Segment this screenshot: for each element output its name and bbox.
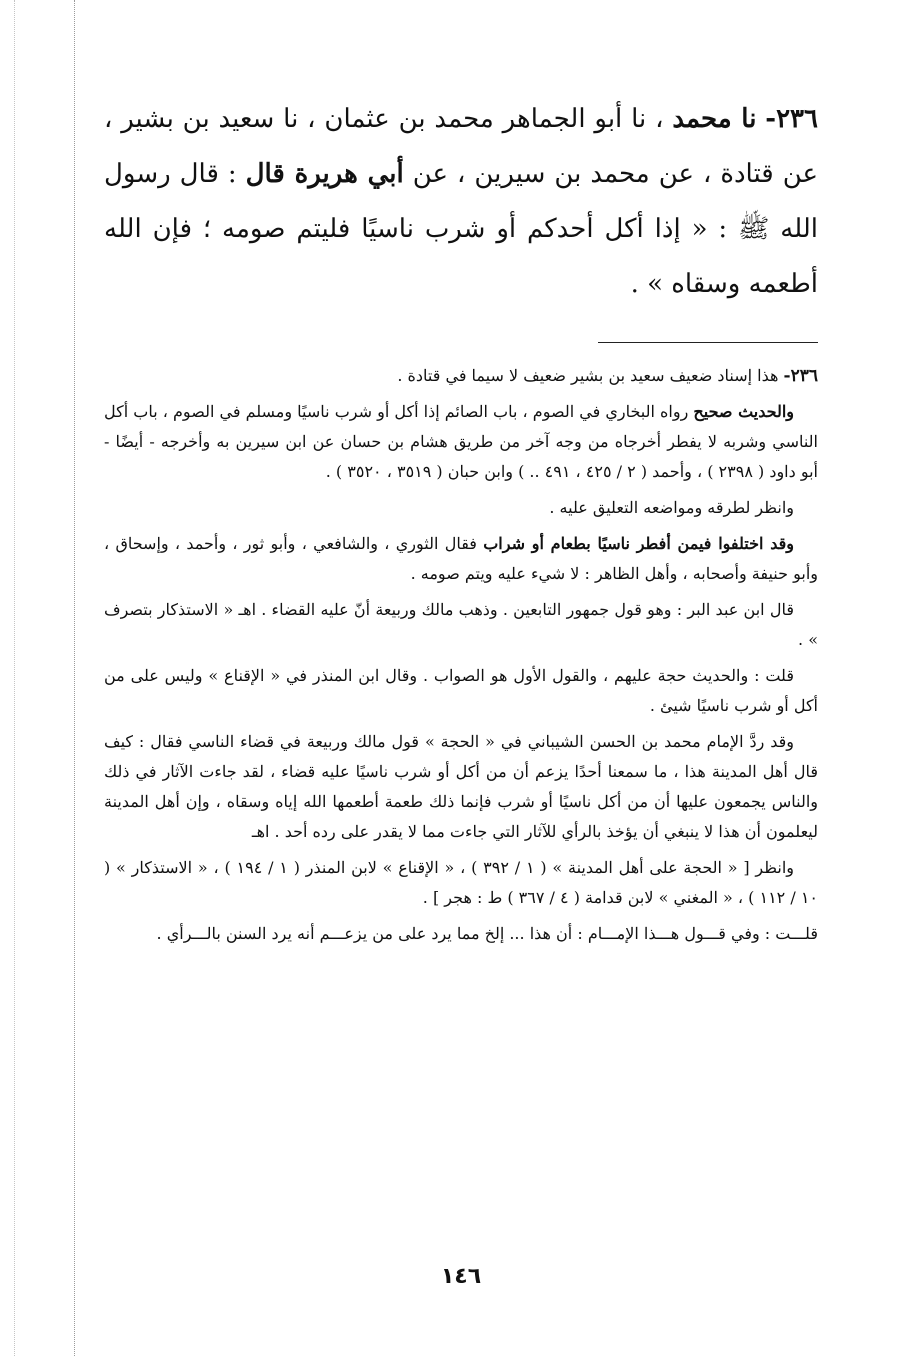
- note-final: قلـــت : وفي قـــول هـــذا الإمـــام : أن هذا ... إلخ مما يرد على من يزعـــم أنه يرد السنن بالـــرأي .: [156, 924, 818, 943]
- hadith-matn: : قال رسول الله ﷺ : « إذا أكل أحدكم أو شرب ناسيًا فليتم صومه ؛ فإن الله أطعمه وسقاه » .: [104, 159, 818, 299]
- note-comment: قلت : والحديث حجة عليهم ، والقول الأول هو الصواب . وقال ابن المنذر في « الإقناع » وليس على من أكل أو شرب ناسيًا شيئ .: [104, 666, 818, 715]
- footnote-divider: [598, 342, 818, 343]
- note-ibn-abd-albarr: قال ابن عبد البر : وهو قول جمهور التابعين . وذهب مالك وربيعة أنّ عليه القضاء . اهـ « الاستذكار بتصرف » .: [104, 600, 818, 649]
- note-shaybani: وقد ردَّ الإمام محمد بن الحسن الشيباني في « الحجة » قول مالك وربيعة في قضاء الناسي فقال : كيف قال أهل المدينة هذا ، ما سمعنا أحدًا يزعم أن من أكل أو شرب ناسيًا عليه قضاء ، لقد جاءت الآثار في ذلك والناس يجمعون عليها أن من أكل ناسيًا أو شرب فإنما ذلك طعمة أطعمها الله إياه وسقاه ، وإن أهل المدينة ليعلمون أن هذا لا ينبغي أن يؤخذ بالرأي للآثار التي جاءت مما لا يقدر على رده أحد . اهـ: [104, 732, 819, 841]
- note-disagreement: [104, 529, 818, 589]
- note-number: ٢٣٦-: [783, 366, 818, 386]
- note-isnad-text: هذا إسناد ضعيف سعيد بن بشير ضعيف لا سيما في قتادة .: [397, 366, 779, 385]
- hadith-narrator: أبي هريرة قال: [245, 159, 404, 189]
- note-references: وانظر [ « الحجة على أهل المدينة » ( ١ / ٣٩٢ ) ، « الإقناع » لابن المنذر ( ١ / ١٩٤ ) ، « الاستذكار » ( ١٠ / ١١٢ ) ، « المغني » لابن قدامة ( ٤ / ٣٦٧ ) ط : هجر ] .: [104, 858, 818, 907]
- note-isnad: [104, 361, 818, 391]
- hadith-number: ٢٣٦-: [765, 104, 818, 134]
- note-disagreement-text: فقال الثوري ، والشافعي ، وأبو ثور ، وأحمد ، وإسحاق ، وأبو حنيفة وأصحابه ، وأهل الظاهر : لا شيء عليه ويتم صومه .: [104, 534, 818, 583]
- footnotes: [104, 361, 818, 949]
- hadith-chain: ، نا أبو الجماهر محمد بن عثمان ، نا سعيد بن بشير ، عن قتادة ، عن محمد بن سيرين ، عن: [104, 104, 819, 189]
- page-content: [104, 92, 818, 949]
- note-takhrij-text: رواه البخاري في الصوم ، باب الصائم إذا أكل أو شرب ناسيًا ومسلم في الصوم ، باب أكل الناسي وشربه لا يفطر أخرجاه من وجه آخر من طريق هشام بن حسان عن ابن سيرين به وأخرجه - أيضًا - أبو داود ( ٢٣٩٨ ) ، وأحمد ( ٢ / ٤٢٥ ، ٤٩١ .. ) وابن حبان ( ٣٥١٩ ، ٣٥٢٠ ) .: [104, 402, 818, 481]
- page-number: ١٤٦: [440, 1264, 482, 1289]
- note-disagreement-bold: وقد اختلفوا فيمن أفطر ناسيًا بطعام أو شراب: [483, 534, 795, 553]
- note-takhrij-bold: والحديث صحيح: [693, 402, 795, 421]
- hadith-lead: نا محمد: [672, 104, 757, 134]
- scan-fold-line: [74, 0, 75, 1356]
- hadith-text: [104, 92, 818, 312]
- scan-edge-line: [14, 0, 15, 1356]
- note-refer: وانظر لطرقه ومواضعه التعليق عليه .: [549, 498, 794, 517]
- note-takhrij: [104, 397, 818, 487]
